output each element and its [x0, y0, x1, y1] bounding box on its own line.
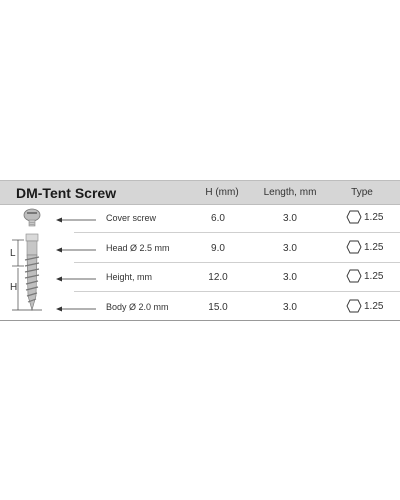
- cell-length: 3.0: [283, 213, 297, 224]
- row-label: Cover screw: [106, 213, 157, 223]
- cell-h: 12.0: [208, 272, 228, 283]
- left-arrow-icon: [56, 306, 96, 312]
- type-value: 1.25: [364, 300, 384, 312]
- table-header: [0, 180, 400, 205]
- table-row: [0, 203, 400, 233]
- row-label: Head Ø 2.5 mm: [106, 243, 170, 253]
- dimension-label-l: L: [10, 248, 16, 259]
- dimension-label-h: H: [10, 282, 18, 293]
- cell-length: 3.0: [283, 243, 297, 254]
- type-value: 1.25: [364, 211, 384, 223]
- cell-length: 3.0: [283, 302, 297, 313]
- cell-h: 9.0: [211, 243, 225, 254]
- hexagon-icon: [346, 269, 362, 283]
- table-row: [0, 292, 400, 322]
- cell-type: [346, 269, 383, 283]
- row-label: Body Ø 2.0 mm: [106, 302, 169, 312]
- hexagon-icon: [346, 299, 362, 313]
- cell-type: [346, 210, 383, 224]
- column-header-h: H (mm): [205, 187, 239, 198]
- table-row: [0, 262, 400, 292]
- cell-h: 6.0: [211, 213, 225, 224]
- cell-h: 15.0: [208, 302, 228, 313]
- cell-length: 3.0: [283, 272, 297, 283]
- type-value: 1.25: [364, 241, 384, 253]
- column-header-type: Type: [351, 187, 373, 198]
- left-arrow-icon: [56, 217, 96, 223]
- hexagon-icon: [346, 210, 362, 224]
- hexagon-icon: [346, 240, 362, 254]
- left-arrow-icon: [56, 276, 96, 282]
- row-label: Height, mm: [106, 272, 153, 282]
- cell-type: [346, 299, 383, 313]
- table-row: [0, 233, 400, 263]
- column-header-length: Length, mm: [263, 187, 317, 198]
- type-value: 1.25: [364, 270, 384, 282]
- table-bottom-border: [0, 320, 400, 321]
- table-title: DM-Tent Screw: [16, 185, 117, 201]
- cell-type: [346, 240, 383, 254]
- left-arrow-icon: [56, 247, 96, 253]
